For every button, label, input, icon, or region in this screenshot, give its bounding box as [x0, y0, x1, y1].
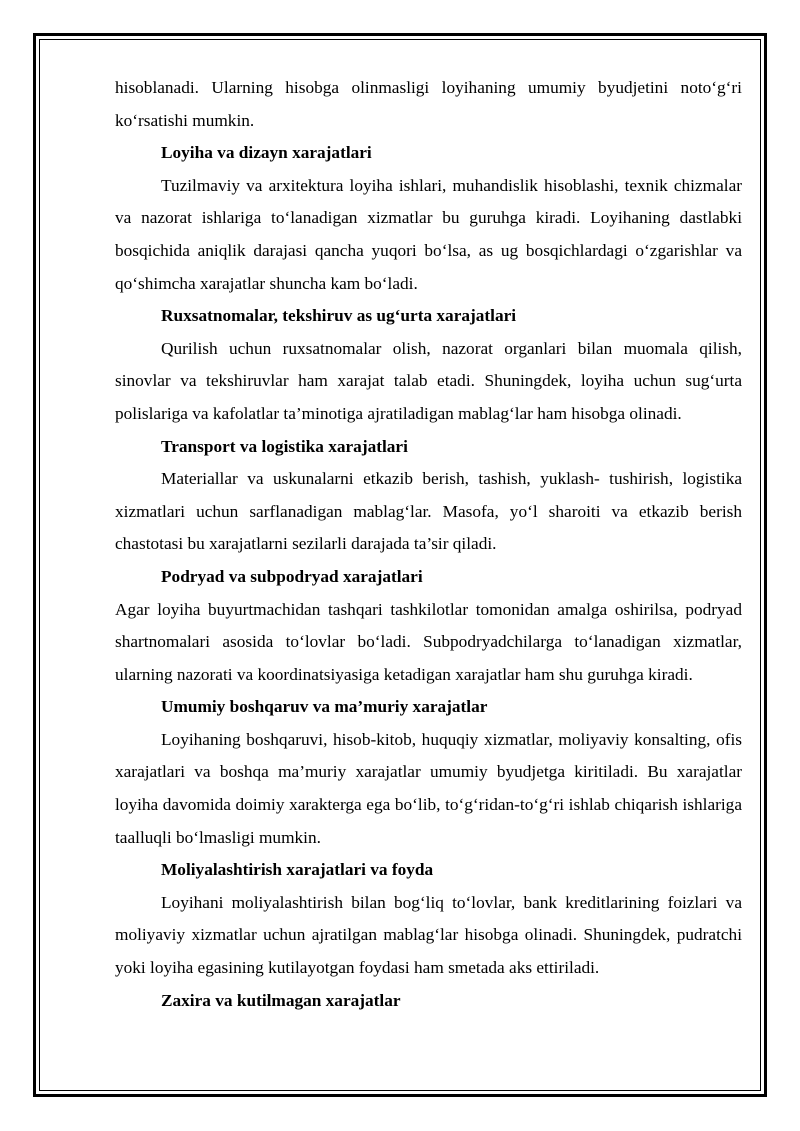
section-heading-admin: Umumiy boshqaruv va ma’muriy xarajatlar	[161, 697, 488, 717]
section-heading-reserve: Zaxira va kutilmagan xarajatlar	[161, 990, 401, 1010]
paragraph-contract: Agar loyiha buyurtmachidan tashqari tashkilotlar tomonidan amalga oshirilsa, podryad shartnomalari asosida to‘lovlar bo‘ladi. Subpodryadchilarga to‘lanadigan xizmatlar, ularning nazorati va koordinatsiyasiga ketadigan xarajatlar ham shu guruhga kiradi.	[115, 599, 742, 684]
paragraph-financing: Loyihani moliyalashtirish bilan bog‘liq to‘lovlar, bank kreditlarining foizlari va moliyaviy xizmatlar uchun ajratilgan mablag‘lar hisobga olinadi. Shuningdek, pudratchi yoki loyiha egasining kutilayotgan foydasi ham smetada aks ettiriladi.	[115, 892, 742, 978]
section-heading-transport: Transport va logistika xarajatlari	[161, 436, 408, 456]
section-heading-financing: Moliyalashtirish xarajatlari va foyda	[161, 860, 434, 880]
paragraph-admin: Loyihaning boshqaruvi, hisob-kitob, huquqiy xizmatlar, moliyaviy konsalting, ofis xarajatlari va boshqa ma’muriy xarajatlar umumiy byudjetga kiritiladi. Bu xarajatlar loyiha davomida doimiy xarakterga ega bo‘lib, to‘g‘ridan-to‘g‘ri ishlab chiqarish ishlariga taalluqli bo‘lmasligi mumkin.	[115, 729, 742, 847]
paragraph-permits: Qurilish uchun ruxsatnomalar olish, nazorat organlari bilan muomala qilish, sinovlar va tekshiruvlar ham xarajat talab etadi. Shuningdek, loyiha uchun sug‘urta polislariga va kafolatlar ta’minotiga ajratiladigan mablag‘lar ham hisobga olinadi.	[115, 338, 742, 423]
paragraph-transport: Materiallar va uskunalarni etkazib berish, tashish, yuklash- tushirish, logistika xizmatlari uchun sarflanadigan mablag‘lar. Masofa, yo‘l sharoiti va etkazib berish chastotasi bu xarajatlarni sezilarli darajada ta’sir qiladi.	[115, 469, 742, 554]
paragraph-continuation: hisoblanadi. Ularning hisobga olinmasligi loyihaning umumiy byudjetini noto‘g‘ri ko‘rsatishi mumkin.	[115, 78, 742, 130]
section-heading-design-costs: Loyiha va dizayn xarajatlari	[161, 143, 372, 163]
document-body	[115, 72, 742, 1017]
paragraph-design-costs: Tuzilmaviy va arxitektura loyiha ishlari, muhandislik hisoblashi, texnik chizmalar va nazorat ishlariga to‘lanadigan xizmatlar bu guruhga kiradi. Loyihaning dastlabki bosqichida aniqlik darajasi qancha yuqori bo‘lsa, as ug bosqichlardagi o‘zgarishlar va qo‘shimcha xarajatlar shuncha kam bo‘ladi.	[115, 175, 742, 293]
section-heading-contract: Podryad va subpodryad xarajatlari	[161, 566, 423, 586]
section-heading-permits: Ruxsatnomalar, tekshiruv as ug‘urta xarajatlari	[161, 306, 517, 326]
